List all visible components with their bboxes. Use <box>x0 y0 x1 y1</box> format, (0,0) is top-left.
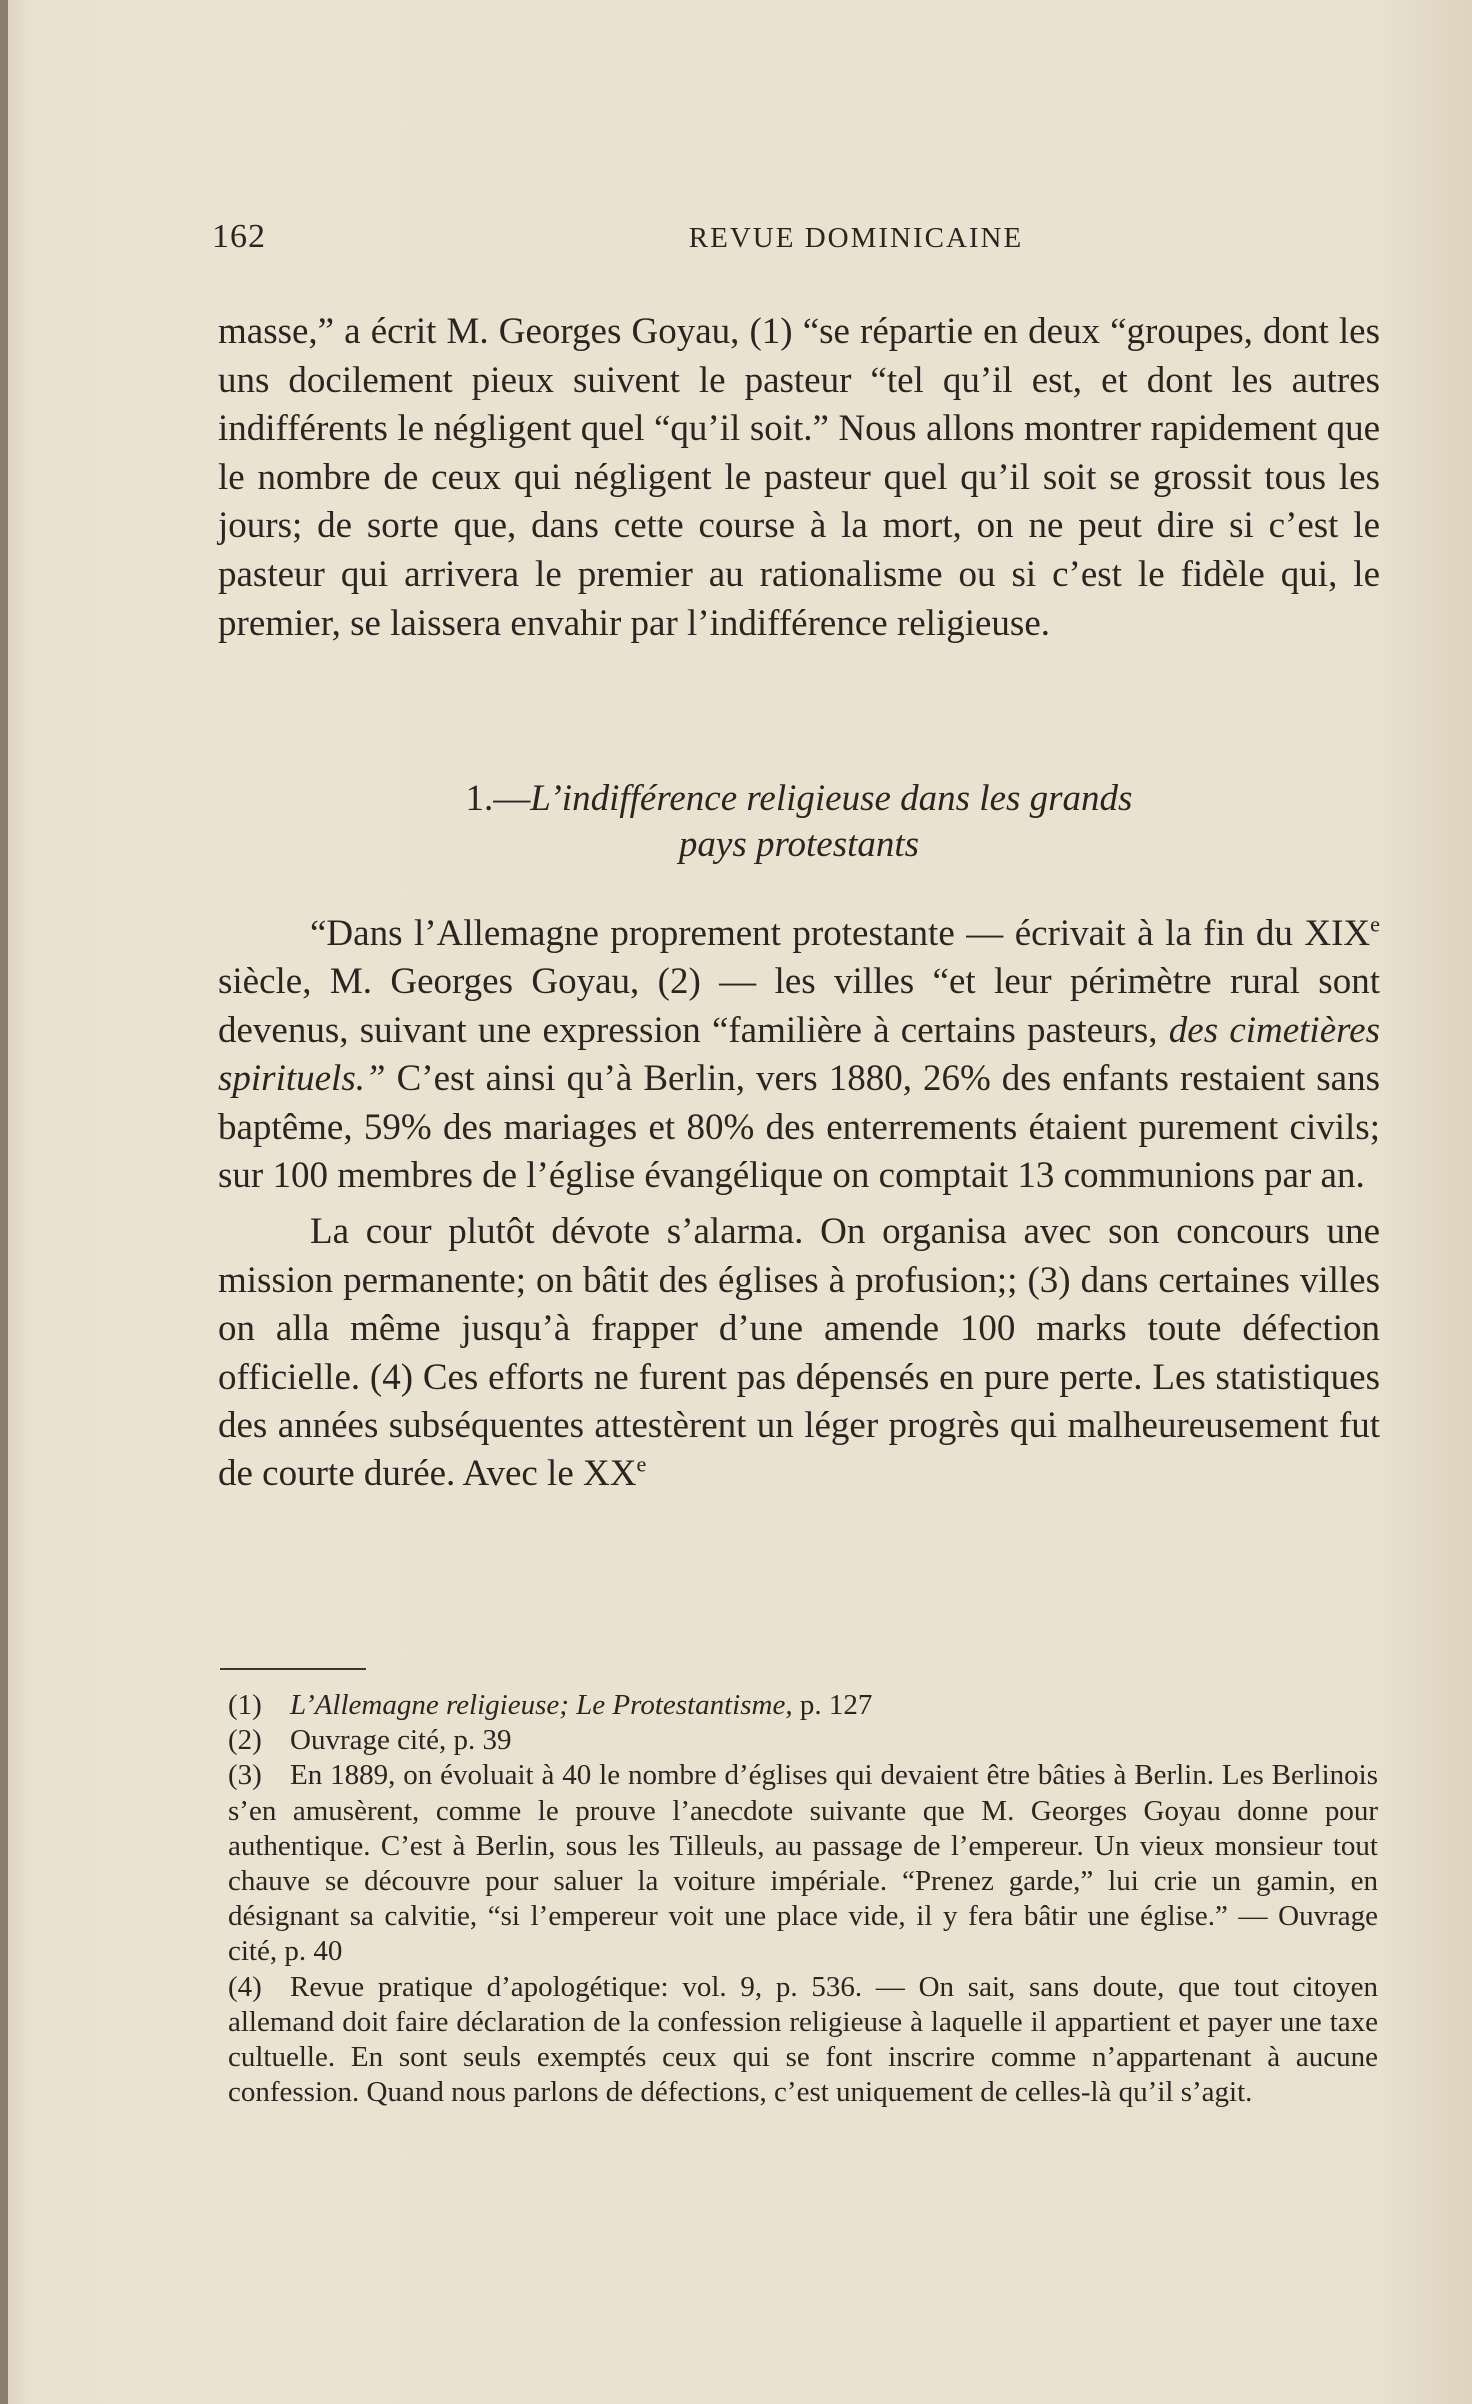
section-number: 1.— <box>465 778 531 819</box>
section-title-line-2: pays protestants <box>678 824 920 865</box>
footnote-2 <box>228 1723 1378 1758</box>
page-binding-edge <box>0 0 8 2404</box>
footnote-divider <box>220 1668 366 1670</box>
section-body <box>218 910 1380 1499</box>
footnote-3 <box>228 1758 1378 1969</box>
footnote-2-number: (2) <box>228 1724 262 1757</box>
footnote-3-number: (3) <box>228 1759 262 1792</box>
footnote-2-text: Ouvrage cité, p. 39 <box>290 1724 512 1757</box>
paragraph-3-text: La cour plutôt dévote s’alarma. On organisa avec son concours une mission permanente; on bâtit des églises à profusion;; (3) dans certaines villes on alla même jusqu’à frapper d’une amende 100 marks toute défection officielle. (4) Ces efforts ne furent pas dépensés en pure perte. Les statistiques des années subséquentes attestèrent un léger progrès qui malheureusement fut de courte durée. Avec le XX <box>218 1211 1380 1495</box>
footnote-4 <box>228 1970 1378 2111</box>
page-header <box>212 218 1380 268</box>
opening-paragraph <box>218 308 1380 648</box>
footnote-3-text: En 1889, on évoluait à 40 le nombre d’églises qui devaient être bâties à Berlin. Les Berlinois s’en amusèrent, comme le prouve l’anecdote suivante que M. Georges Goyau donne pour authentique. C’est à Berlin, sous les Tilleuls, au passage de l’empereur. Un vieux monsieur tout chauve se découvre pour saluer la voiture impériale. “Prenez garde,” lui crie un gamin, en désignant sa calvitie, “si l’empereur voit une place vide, il y fera bâtir une église.” — Ouvrage cité, p. 40 <box>228 1759 1378 1968</box>
footnote-4-text: Revue pratique d’apologétique: vol. 9, p. 536. — On sait, sans doute, que tout citoyen allemand doit faire déclaration de la confession religieuse à laquelle il appartient et payer une taxe cultuelle. En sont seuls exemptés ceux qui se font inscrire comme n’appartenant à aucune confession. Quand nous parlons de défections, c’est uniquement de celles-là qu’il s’agit. <box>228 1970 1378 2109</box>
paragraph-court-reaction <box>218 1208 1380 1498</box>
footnote-1 <box>228 1688 1378 1723</box>
paragraph-continuation: masse,” a écrit M. Georges Goyau, (1) “se répartie en deux “groupes, dont les uns docilement pieux suivent le pasteur “tel qu’il est, et dont les autres indifférents le négligent quel “qu’il soit.” Nous allons montrer rapidement que le nombre de ceux qui négligent le pasteur quel qu’il soit se grossit tous les jours; de sorte que, dans cette course à la mort, on ne peut dire si c’est le pasteur qui arrivera le premier au rationalisme ou si c’est le fidèle qui, le premier, se laissera envahir par l’indifférence religieuse. <box>218 311 1380 644</box>
paragraph-2-text-a: “Dans l’Allemagne proprement protestante — écrivait à la fin du XIX <box>310 913 1371 954</box>
paragraph-2-text-c: C’est ainsi qu’à Berlin, vers 1880, 26% des enfants restaient sans baptême, 59% des mariages et 80% des enterrements étaient purement civils; sur 100 membres de l’église évangélique on comptait 13 communions par an. <box>218 1058 1380 1197</box>
paragraph-2-italic: des cimetières spirituels.” <box>218 1009 1380 1100</box>
footnote-1-page: p. 127 <box>792 1689 873 1721</box>
running-head: REVUE DOMINICAINE <box>688 222 1024 254</box>
section-title-line-1: L’indifférence religieuse dans les grands <box>530 778 1133 819</box>
footnote-4-number: (4) <box>228 1970 262 2003</box>
footnote-1-title: L’Allemagne religieuse; Le Protestantisme, <box>290 1689 793 1721</box>
page-number: 162 <box>212 218 266 255</box>
section-heading <box>218 776 1380 868</box>
century-superscript-2: e <box>636 1452 647 1478</box>
century-superscript: e <box>1370 911 1380 937</box>
paragraph-2-text-b: siècle, M. Georges Goyau, (2) — les villes “et leur périmètre rural sont devenus, suivant une expression “familière à certains pasteurs, <box>218 961 1380 1051</box>
footnotes <box>228 1688 1378 2110</box>
paragraph-quote-berlin <box>218 910 1380 1200</box>
footnote-1-number: (1) <box>228 1689 262 1721</box>
